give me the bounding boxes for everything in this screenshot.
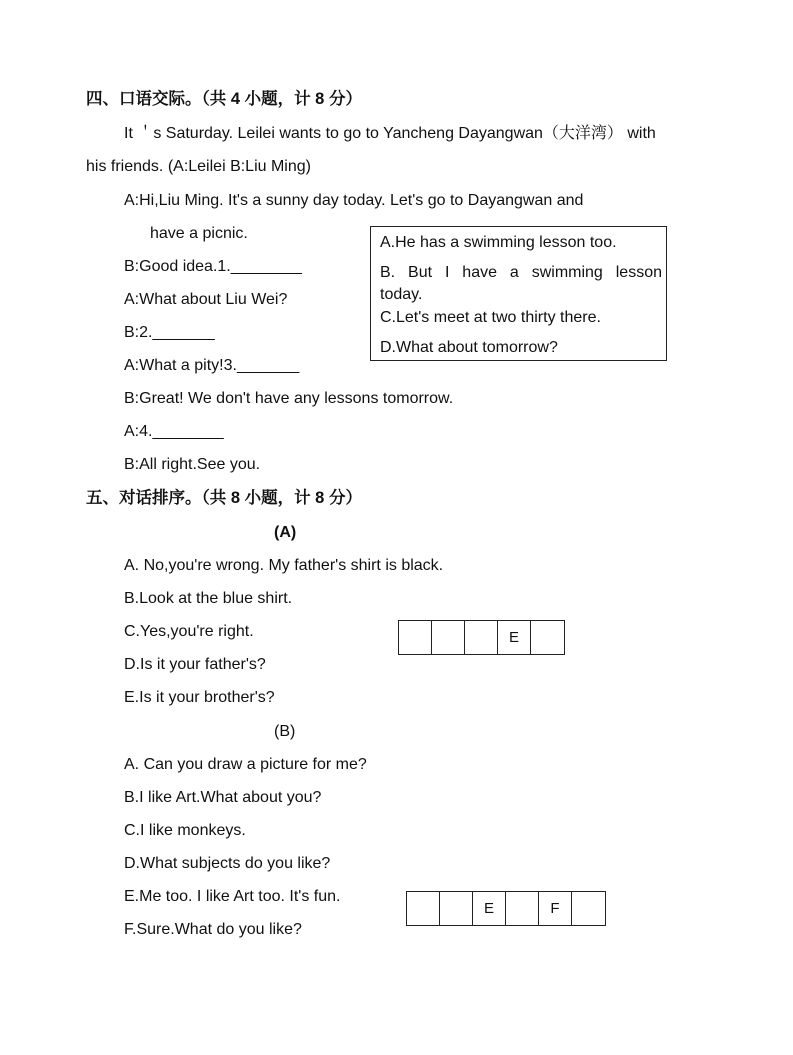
part-a-item: E.Is it your brother's? [124,689,275,706]
part-b-item: C.I like monkeys. [124,822,246,839]
answer-grid-b [406,891,606,926]
part-b-item: E.Me too. I like Art too. It's fun. [124,888,341,905]
part-b-item: B.I like Art.What about you? [124,789,322,806]
dialog-line: A:4.________ [124,423,224,440]
section5-title: 五、对话排序。（共 8 小题，计 8 分） [86,489,362,507]
dialog-line: A:What about Liu Wei? [124,291,288,308]
answer-cell[interactable] [465,621,498,654]
answer-cell[interactable] [399,621,432,654]
part-b-item: D.What subjects do you like? [124,855,331,872]
answer-grid-a [398,620,565,655]
option-c: C.Let's meet at two thirty there. [380,309,601,326]
dialog-line: A:Hi,Liu Ming. It's a sunny day today. Let's go to Dayangwan and [124,192,584,209]
section4-intro-line1: It ＇s Saturday. Leilei wants to go to Yancheng Dayangwan（大洋湾） with [124,125,656,142]
answer-cell[interactable]: E [498,621,531,654]
part-b-item: F.Sure.What do you like? [124,921,302,938]
answer-cell[interactable] [440,892,473,925]
section4-title: 四、口语交际。（共 4 小题，计 8 分） [86,90,362,108]
answer-cell[interactable]: E [473,892,506,925]
options-box [370,226,667,361]
dialog-line: B:Good idea.1.________ [124,258,302,275]
part-a-item: C.Yes,you're right. [124,623,254,640]
dialog-line: have a picnic. [150,225,248,242]
part-b-label: (B) [274,723,296,740]
part-b-item: A. Can you draw a picture for me? [124,756,367,773]
option-d: D.What about tomorrow? [380,339,558,356]
dialog-line: B:All right.See you. [124,456,261,473]
option-b-continued: today. [380,286,423,303]
dialog-line: B:Great! We don't have any lessons tomorrow. [124,390,454,407]
option-b: B. But I have a swimming lesson [380,264,662,281]
part-a-item: B.Look at the blue shirt. [124,590,293,607]
answer-cell[interactable] [506,892,539,925]
section4-intro-line2: his friends. (A:Leilei B:Liu Ming) [86,158,311,175]
answer-cell[interactable] [531,621,564,654]
dialog-line: B:2._______ [124,324,215,341]
answer-cell[interactable] [572,892,605,925]
answer-cell[interactable] [432,621,465,654]
part-a-item: A. No,you're wrong. My father's shirt is black. [124,557,444,574]
answer-cell[interactable]: F [539,892,572,925]
option-a: A.He has a swimming lesson too. [380,234,617,251]
dialog-line: A:What a pity!3._______ [124,357,300,374]
part-a-item: D.Is it your father's? [124,656,266,673]
answer-cell[interactable] [407,892,440,925]
part-a-label: (A) [274,524,297,541]
